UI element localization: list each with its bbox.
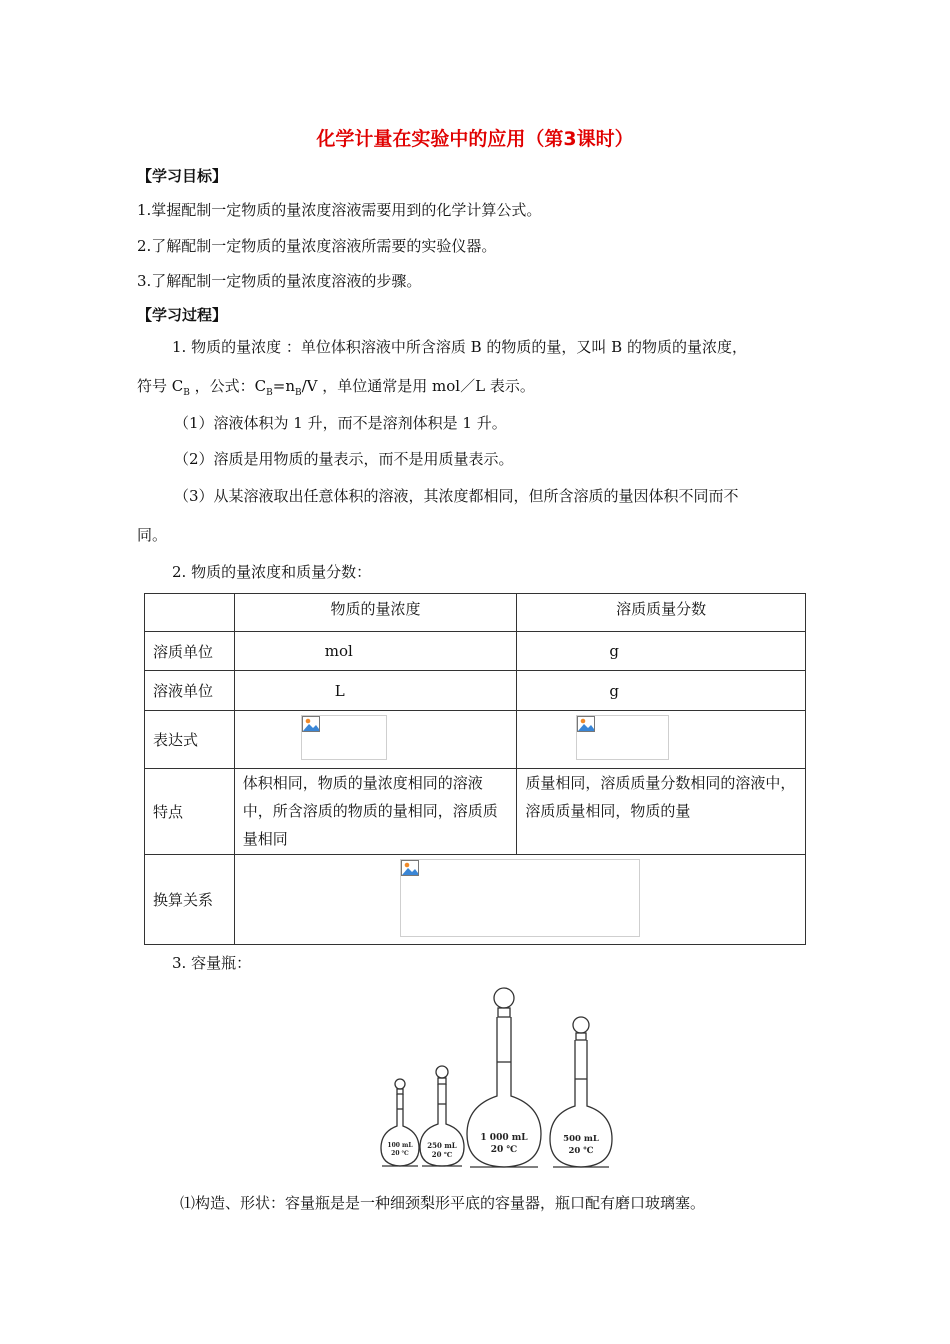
cell-molarity-features: 体积相同，物质的量浓度相同的溶液中，所含溶质的物质的量相同，溶质质量相同	[234, 769, 517, 855]
table-header-molarity: 物质的量浓度	[234, 594, 517, 632]
subscript-b: B	[266, 388, 273, 398]
process-heading: 【学习过程】	[137, 306, 228, 324]
formula-text: ，公式：C	[189, 377, 267, 395]
flask-label-temp: 20 ℃	[391, 1150, 409, 1157]
cell-molarity-solute-unit: mol	[234, 632, 517, 671]
comparison-table	[144, 593, 806, 945]
unit-text: /V ，单位通常是用 mol／L 表示。	[301, 377, 535, 395]
cell-conversion	[234, 855, 805, 945]
cell-fraction-solute-unit: g	[517, 632, 806, 671]
cell-fraction-expression	[517, 711, 806, 769]
note-2: （2）溶质是用物质的量表示，而不是用质量表示。	[174, 450, 514, 468]
section-3-heading: 3. 容量瓶：	[172, 954, 252, 972]
goals-heading: 【学习目标】	[137, 167, 228, 185]
section-2-heading: 2. 物质的量浓度和质量分数：	[172, 563, 372, 581]
table-header-empty	[145, 594, 235, 632]
table-row	[145, 671, 806, 711]
note-3: （3）从某溶液取出任意体积的溶液，其浓度都相同，但所含溶质的量因体积不同而不	[174, 487, 739, 505]
concept-paragraph-line1: 1. 物质的量浓度 ：单位体积溶液中所含溶质 B 的物质的量，又叫 B 的物质的量浓度，	[172, 338, 747, 356]
formula-text-n: =n	[272, 377, 295, 395]
flask-description: ⑴构造、形状：容量瓶是是一种细颈梨形平底的容量器，瓶口配有磨口玻璃塞。	[180, 1194, 706, 1212]
formula-image-placeholder	[301, 715, 387, 760]
broken-image-icon	[577, 716, 595, 732]
row-label-solution-unit: 溶液单位	[145, 671, 235, 711]
note-1: （1）溶液体积为 1 升，而不是溶剂体积是 1 升。	[174, 414, 507, 432]
cell-fraction-features: 质量相同，溶质质量分数相同的溶液中，溶质质量相同，物质的量	[517, 769, 806, 855]
note-3-continued: 同。	[137, 526, 168, 544]
flask-label-vol: 100 mL	[387, 1142, 413, 1149]
concept-paragraph-line2	[137, 376, 535, 403]
flask-500ml	[550, 1017, 612, 1167]
flask-label-temp: 20 ℃	[568, 1146, 594, 1156]
formula-image-placeholder	[400, 859, 640, 937]
page-title: 化学计量在实验中的应用（第3课时）	[316, 128, 634, 150]
subscript-b: B	[183, 388, 190, 398]
table-row	[145, 855, 806, 945]
broken-image-icon	[401, 860, 419, 876]
row-label-features: 特点	[145, 769, 235, 855]
table-row	[145, 632, 806, 671]
goal-item-2: 2.了解配制一定物质的量浓度溶液所需要的实验仪器。	[137, 237, 497, 255]
flask-label-vol: 250 mL	[427, 1141, 457, 1150]
table-header-row	[145, 594, 806, 632]
row-label-solute-unit: 溶质单位	[145, 632, 235, 671]
table-row	[145, 711, 806, 769]
volumetric-flasks-illustration	[370, 984, 620, 1170]
table-row	[145, 769, 806, 855]
flask-label-vol: 1 000 mL	[480, 1133, 528, 1143]
flask-label-temp: 20 ℃	[431, 1150, 453, 1159]
cell-molarity-solution-unit: L	[234, 671, 517, 711]
goal-item-1: 1.掌握配制一定物质的量浓度溶液需要用到的化学计算公式。	[137, 201, 542, 219]
flask-label-vol: 500 mL	[563, 1134, 599, 1144]
row-label-conversion: 换算关系	[145, 855, 235, 945]
table-header-mass-fraction: 溶质质量分数	[517, 594, 806, 632]
broken-image-icon	[302, 716, 320, 732]
subscript-b: B	[294, 388, 302, 398]
cell-molarity-expression	[234, 711, 517, 769]
flask-label-temp: 20 ℃	[490, 1145, 518, 1155]
cell-fraction-solution-unit: g	[517, 671, 806, 711]
row-label-expression: 表达式	[145, 711, 235, 769]
formula-image-placeholder	[576, 715, 669, 760]
symbol-text: 符号 C	[137, 377, 184, 395]
goal-item-3: 3.了解配制一定物质的量浓度溶液的步骤。	[137, 272, 422, 290]
